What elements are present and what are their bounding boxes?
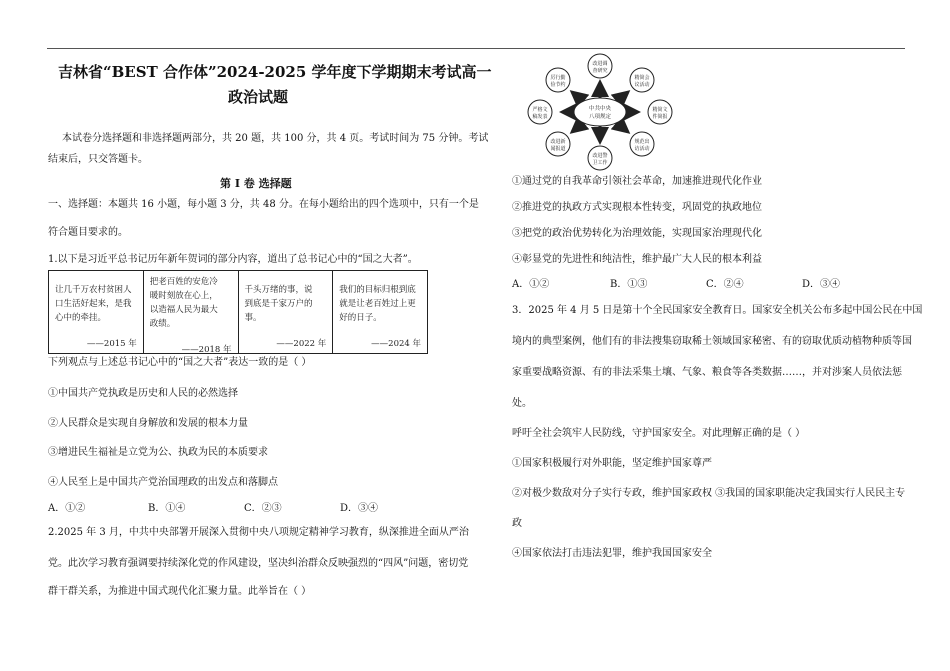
diagram-node <box>630 68 654 92</box>
q3-question: 呼吁全社会筑牢人民防线，守护国家安全。对此理解正确的是（ ） <box>512 428 806 439</box>
intro-line1: 本试卷分选择题和非选择题两部分，共 20 题，共 100 分，共 4 页。考试时间为 75 分钟。考试 <box>62 133 489 144</box>
diagram-node <box>546 132 570 156</box>
diagram-node-label: 严格文 <box>532 107 548 113</box>
section-instr-line2: 符合题目要求的。 <box>48 227 128 238</box>
quote-cell <box>333 271 427 353</box>
q3-option-3-cont: 政 <box>512 518 522 529</box>
diagram-center-label-2: 八项规定 <box>588 114 612 120</box>
diagram-node <box>648 100 672 124</box>
q2-choice-c: C．②④ <box>706 279 744 290</box>
q2-choice-d: D．③④ <box>802 279 841 290</box>
diagram-node <box>588 146 612 170</box>
diagram-node-label: 精简文 <box>652 107 668 113</box>
q1-question: 下列观点与上述总书记心中的“国之大者”表达一致的是（ ） <box>48 357 312 368</box>
q1-choice-a: A．①② <box>48 503 86 514</box>
intro-line2: 结束后，只交答题卡。 <box>48 154 148 165</box>
q1-option-2: ②人民群众是实现自身解放和发展的根本力量 <box>48 418 248 429</box>
q1-choice-d: D．③④ <box>340 503 379 514</box>
top-rule <box>47 48 905 49</box>
exam-title-line1: 吉林省“BEST 合作体”2024-2025 学年度下学期期末考试高一 <box>58 63 492 81</box>
q2-choice-a: A．①② <box>512 279 550 290</box>
q3-option-4: ④国家依法打击违法犯罪，维护我国国家安全 <box>512 548 712 559</box>
diagram-node-label: 访活动 <box>634 146 650 152</box>
q3-option-1: ①国家积极履行对外职能，坚定维护国家尊严 <box>512 458 712 469</box>
q1-choice-b: B．①④ <box>148 503 186 514</box>
diagram-node-label: 改进调 <box>592 61 608 67</box>
diagram-node-label: 卫工作 <box>592 160 608 166</box>
quote-year: ——2022 年 <box>276 339 327 349</box>
diagram-node-label: 查研究 <box>592 68 608 74</box>
q2-choice-b: B．①③ <box>610 279 648 290</box>
diagram-node-label: 件简报 <box>652 114 668 120</box>
q1-stem: 1.以下是习近平总书记历年新年贺词的部分内容，道出了总书记心中的“国之大者”。 <box>48 254 418 265</box>
diagram-node-label: 闻报道 <box>550 146 566 152</box>
q2-option-3: ③把党的政治优势转化为治理效能，实现国家治理现代化 <box>512 228 762 239</box>
q3-line3: 家重要战略资源、有的非法采集土壤、气象、粮食等各类数据……，并对涉案人员依法惩 <box>512 367 902 378</box>
eight-rules-diagram <box>512 52 688 172</box>
quote-year: ——2018 年 <box>181 345 232 355</box>
q2-line3: 群干群关系，为推进中国式现代化汇聚力量。此举旨在（ ） <box>48 586 312 597</box>
diagram-node-label: 俭节约 <box>550 82 566 88</box>
diagram-node <box>588 54 612 78</box>
quote-text: 让几千万农村贫困人 口生活好起来，是我 心中的牵挂。 <box>55 285 132 323</box>
q3-option-2-3: ②对极少数敌对分子实行专政，维护国家政权 ③我国的国家职能决定我国实行人民民主专 <box>512 488 906 499</box>
diagram-node-label: 精简会 <box>634 75 650 81</box>
q2-option-1: ①通过党的自我革命引领社会革命，加速推进现代化作业 <box>512 176 762 187</box>
quote-cell <box>144 271 239 353</box>
diagram-node <box>630 132 654 156</box>
diagram-node-label: 厉行勤 <box>550 75 566 81</box>
quote-year: ——2024 年 <box>371 339 421 349</box>
diagram-center <box>574 98 626 126</box>
quote-cell <box>49 271 144 353</box>
diagram-node-label: 稿发表 <box>532 114 548 120</box>
section-heading: 第 Ⅰ 卷 选择题 <box>220 177 292 190</box>
q1-option-4: ④人民至上是中国共产党治国理政的出发点和落脚点 <box>48 477 278 488</box>
exam-title-line2: 政治试题 <box>228 88 289 106</box>
diagram-node <box>546 68 570 92</box>
diagram-node <box>528 100 552 124</box>
diagram-node-label: 规范出 <box>634 139 650 145</box>
diagram-node-label: 改进新 <box>550 139 566 145</box>
diagram-node-label: 议活动 <box>634 82 650 88</box>
quote-table <box>48 270 428 354</box>
quote-year: ——2015 年 <box>86 339 137 349</box>
diagram-node-label: 改进警 <box>592 153 608 159</box>
q3-line2: 境内的典型案例，他们有的非法搜集窃取稀土领域国家秘密、有的窃取优质动植物种质等国 <box>512 336 912 347</box>
quote-text: 千头万绪的事，说 到底是千家万户的 事。 <box>244 285 313 323</box>
diagram-center-label-1: 中共中央 <box>588 106 612 112</box>
q3-line4: 处。 <box>512 398 532 409</box>
q2-option-2: ②推进党的执政方式实现根本性转变，巩固党的执政地位 <box>512 202 762 213</box>
section-instr-line1: 一、选择题：本题共 16 小题，每小题 3 分，共 48 分。在每小题给出的四个选项中，只有一个是 <box>48 199 479 210</box>
quote-cell <box>239 271 334 353</box>
q2-line2: 党。此次学习教育强调要持续深化党的作风建设，坚决纠治群众反映强烈的“四风”问题，密切党 <box>48 558 469 569</box>
q2-line1: 2.2025 年 3 月，中共中央部署开展深入贯彻中央八项规定精神学习教育，纵深推进全面从严治 <box>48 527 469 538</box>
q1-option-1: ①中国共产党执政是历史和人民的必然选择 <box>48 388 238 399</box>
q3-line1: 3．2025 年 4 月 5 日是第十个全民国家安全教育日。国家安全机关公布多起中国公民在中国 <box>512 305 923 316</box>
quote-text: 我们的目标归根到底 就是让老百姓过上更 好的日子。 <box>339 285 416 323</box>
q1-choice-c: C．②③ <box>244 503 282 514</box>
q1-option-3: ③增进民生福祉是立党为公、执政为民的本质要求 <box>48 447 268 458</box>
quote-text: 把老百姓的安危冷 暖时刻放在心上， 以造福人民为最大 政绩。 <box>149 277 218 329</box>
q2-option-4: ④彰显党的先进性和纯洁性，维护最广大人民的根本利益 <box>512 254 762 265</box>
